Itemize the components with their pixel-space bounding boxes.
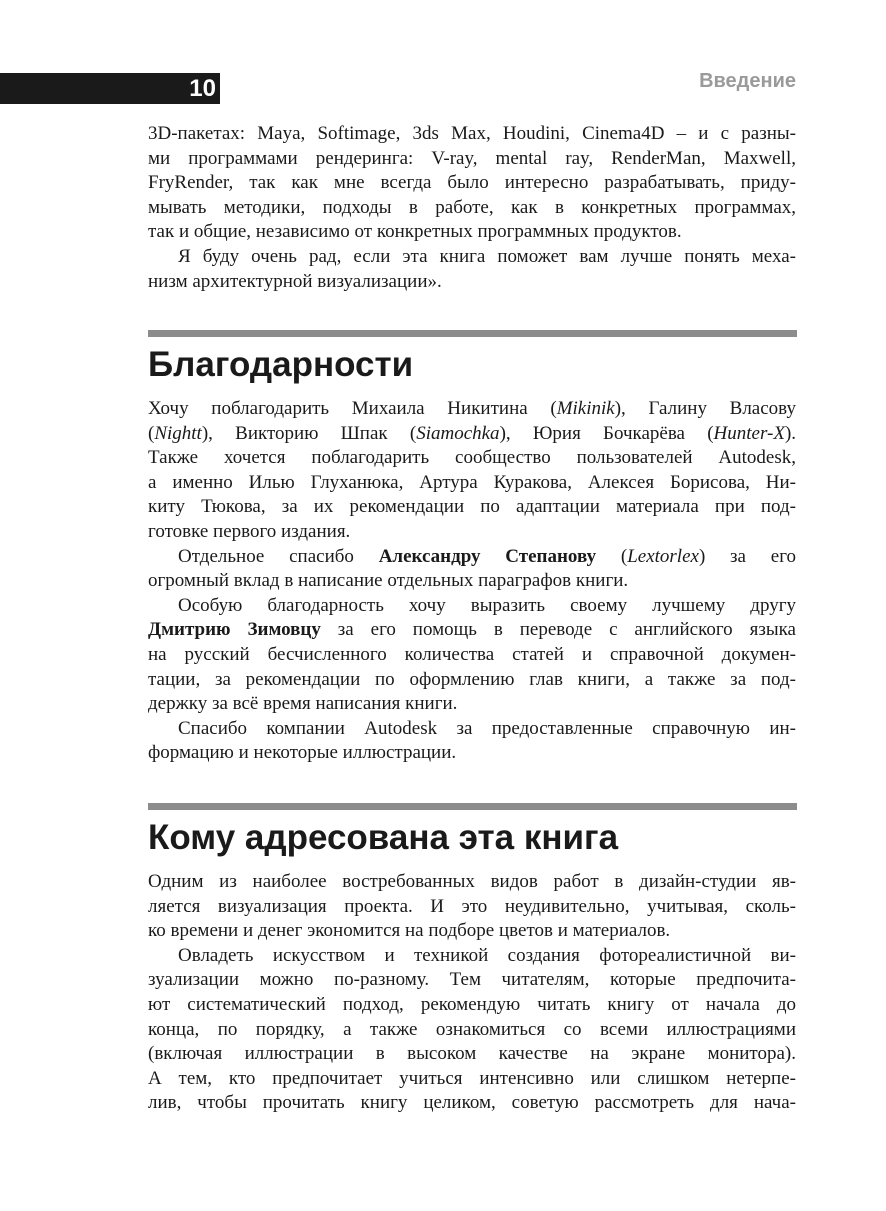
text-line: (включая иллюстрации в высоком качестве на экране монитора). — [148, 1043, 796, 1065]
bold-text: Дмитрию Зимовцу — [148, 619, 321, 641]
text-run: огромный вклад в написание отдельных параграфов книги. — [148, 570, 629, 592]
italic-text: Hunter-X — [713, 422, 785, 444]
text-line — [148, 471, 796, 496]
text-run: Также хочется поблагодарить сообщество пользователей Autodesk, — [148, 447, 796, 469]
text-line: низм архитектурной визуализации». — [148, 270, 442, 292]
section-heading-audience: Кому адресована эта книга — [148, 818, 619, 857]
text-line: FryRender, так как мне всегда было интересно разрабатывать, приду- — [148, 172, 796, 194]
text-run: ), Галину Власову — [614, 398, 796, 419]
text-line: ют систематический подход, рекомендую читать книгу от начала до — [148, 993, 796, 1015]
text-line: Я буду очень рад, если эта книга поможет вам лучше понять меха- — [178, 245, 796, 267]
running-head: Введение — [699, 70, 796, 92]
text-run: формацию и некоторые иллюстрации. — [148, 742, 457, 764]
bold-text: Александру Степанову — [378, 545, 597, 567]
acknowledgements-text — [148, 397, 796, 766]
text-line — [148, 520, 796, 545]
text-line: ко времени и денег экономится на подборе цветов и материалов. — [148, 920, 671, 942]
text-run: готовке первого издания. — [148, 520, 351, 542]
italic-text: Siamochka — [416, 422, 500, 444]
text-run: за его помощь в переводе с английского языка — [320, 619, 796, 641]
text-run: ). — [784, 422, 797, 444]
text-run: киту Тюкова, за их рекомендации по адаптации материала при под- — [148, 496, 796, 518]
text-run: ), Юрия Бочкарёва ( — [499, 422, 714, 444]
text-run: Спасибо компании Autodesk за предоставленные справочную ин- — [178, 717, 796, 739]
text-line: Одним из наиболее востребованных видов работ в дизайн-студии яв- — [148, 871, 796, 892]
text-line: мывать методики, подходы в работе, как в конкретных программах, — [148, 196, 796, 218]
text-line — [148, 643, 796, 668]
text-line — [148, 569, 796, 594]
text-line — [148, 545, 796, 570]
text-line — [148, 446, 796, 471]
intro-paragraphs — [148, 122, 796, 294]
text-line — [148, 692, 796, 717]
section-rule — [148, 330, 797, 337]
text-run: Хочу поблагодарить Михаила Никитина ( — [148, 398, 557, 419]
text-line — [148, 397, 796, 422]
audience-text — [148, 870, 796, 1116]
italic-text: Nightt — [154, 422, 202, 444]
text-line: конца, по порядку, а также ознакомиться со всеми иллюстрациями — [148, 1018, 796, 1040]
text-run: на русский бесчисленного количества статей и справочной докумен- — [148, 643, 796, 665]
text-line — [148, 594, 796, 619]
text-line — [148, 495, 796, 520]
text-line: А тем, кто предпочитает учиться интенсивно или слишком нетерпе- — [148, 1067, 796, 1089]
text-line — [148, 668, 796, 693]
text-line: 3D-пакетах: Maya, Softimage, 3ds Max, Houdini, Cinema4D – и с разны- — [148, 123, 796, 144]
text-run: тации, за рекомендации по оформлению глав книги, а также за под- — [148, 668, 796, 690]
page-number: 10 — [189, 75, 216, 102]
text-line: Овладеть искусством и техникой создания фотореалистичной ви- — [178, 944, 796, 966]
text-run: Особую благодарность хочу выразить своему лучшему другу — [178, 594, 796, 616]
text-run: ), Викторию Шпак ( — [201, 422, 417, 444]
text-run: Отдельное спасибо — [178, 545, 379, 567]
italic-text: Lextorlex — [627, 545, 699, 567]
italic-text: Mikinik — [556, 398, 615, 419]
text-line — [148, 741, 796, 766]
text-run: ( — [148, 422, 155, 444]
text-run: держку за всё время написания книги. — [148, 693, 458, 715]
text-line: ми программами рендеринга: V-ray, mental ray, RenderMan, Maxwell, — [148, 147, 796, 169]
text-line: зуализации можно по-разному. Тем читателям, которые предпочита- — [148, 969, 796, 991]
section-heading-acknowledgements: Благодарности — [148, 345, 414, 384]
text-line: так и общие, независимо от конкретных программных продуктов. — [148, 221, 682, 243]
text-run: ) за его — [698, 545, 797, 567]
text-run: а именно Илью Глуханюка, Артура Куракова, Алексея Борисова, Ни- — [148, 471, 796, 493]
text-line — [148, 618, 796, 643]
section-rule — [148, 803, 797, 810]
text-line: ляется визуализация проекта. И это неудивительно, учитывая, сколь- — [148, 895, 796, 917]
text-line: лив, чтобы прочитать книгу целиком, советую рассмотреть для нача- — [148, 1092, 796, 1114]
text-line — [148, 717, 796, 742]
text-run: ( — [596, 545, 628, 567]
text-line — [148, 422, 796, 447]
